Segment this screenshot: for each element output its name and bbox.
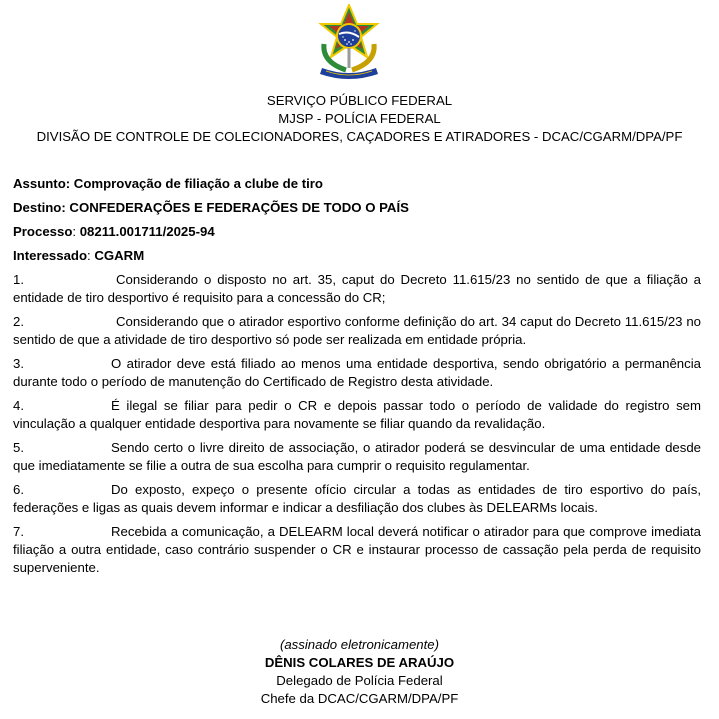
interested-value: CGARM [94, 248, 145, 263]
destination-line [13, 199, 701, 217]
paragraph-text: É ilegal se filiar para pedir o CR e depois passar todo o período de validade do registro sem vinculação a qualquer entidade desportiva para novamente se filiar quando da revalidação. [13, 398, 701, 431]
paragraph-4 [13, 397, 701, 433]
subject-line [13, 175, 701, 193]
paragraph-text: Recebida a comunicação, a DELEARM local deverá notificar o atirador para que comprove imediata filiação a outra entidade, caso contrário suspender o CR e instaurar processo de cassação pela perda de requisito superveniente. [13, 524, 701, 575]
paragraph-text: Considerando o disposto no art. 35, caput do Decreto 11.615/23 no sentido de que a filiação a entidade de tiro desportivo é requisito para a concessão do CR; [13, 272, 701, 305]
signature-block [0, 636, 719, 708]
paragraph-2 [13, 313, 701, 349]
document-body [13, 175, 701, 583]
process-line: Processo: 08211.001711/2025-94 [13, 224, 215, 239]
paragraph-number: 7. [13, 524, 24, 539]
subject-text: Assunto: Comprovação de filiação a clube de tiro [13, 176, 323, 191]
paragraph-number: 3. [13, 356, 24, 371]
header-division: DIVISÃO DE CONTROLE DE COLECIONADORES, CAÇADORES E ATIRADORES - DCAC/CGARM/DPA/PF [36, 129, 683, 144]
paragraph-text: Do exposto, expeço o presente ofício circular a todas as entidades de tiro esportivo do país, federações e ligas as quais devem informar e indicar a desfiliação dos clubes às DELEARMs locais. [13, 482, 701, 515]
coat-of-arms-of-brazil [316, 4, 382, 82]
paragraph-6 [13, 481, 701, 517]
signature-note: (assinado eletronicamente) [279, 637, 440, 652]
process-label: Processo [13, 224, 73, 239]
paragraph-number: 6. [13, 482, 24, 497]
header-service: SERVIÇO PÚBLICO FEDERAL [266, 93, 453, 108]
seal-ribbon [320, 68, 378, 79]
paragraph-number: 5. [13, 440, 24, 455]
signer-office: Chefe da DCAC/CGARM/DPA/PF [260, 691, 459, 706]
signer-role: Delegado de Polícia Federal [276, 673, 443, 688]
paragraph-number: 2. [13, 314, 24, 329]
paragraph-7 [13, 523, 701, 577]
letterhead [0, 92, 719, 146]
paragraph-3 [13, 355, 701, 391]
paragraph-5 [13, 439, 701, 475]
interested-line: Interessado: CGARM [13, 248, 145, 263]
interested-label: Interessado [13, 248, 88, 263]
signer-name: DÊNIS COLARES DE ARAÚJO [264, 655, 455, 670]
seal-sword [348, 48, 351, 68]
header-ministry: MJSP - POLÍCIA FEDERAL [278, 111, 441, 126]
paragraph-number: 4. [13, 398, 24, 413]
paragraph-text: Considerando que o atirador esportivo conforme definição do art. 34 caput do Decreto 11.615/23 no sentido de que a atividade de tiro desportivo só pode ser realizada em entidade própria. [13, 314, 701, 347]
paragraph-number: 1. [13, 272, 24, 287]
paragraph-text: O atirador deve está filiado ao menos uma entidade desportiva, sendo obrigatório a permanência durante todo o período de manutenção do Certificado de Registro desta atividade. [13, 356, 701, 389]
process-number: 08211.001711/2025-94 [79, 224, 215, 239]
paragraph-text: Sendo certo o livre direito de associação, o atirador poderá se desvincular de uma entidade desde que imediatamente se filie a outra de sua escolha para cumprir o requisito regulamentar. [13, 440, 701, 473]
paragraph-1 [13, 271, 701, 307]
destination-text: Destino: CONFEDERAÇÕES E FEDERAÇÕES DE TODO O PAÍS [13, 200, 409, 215]
